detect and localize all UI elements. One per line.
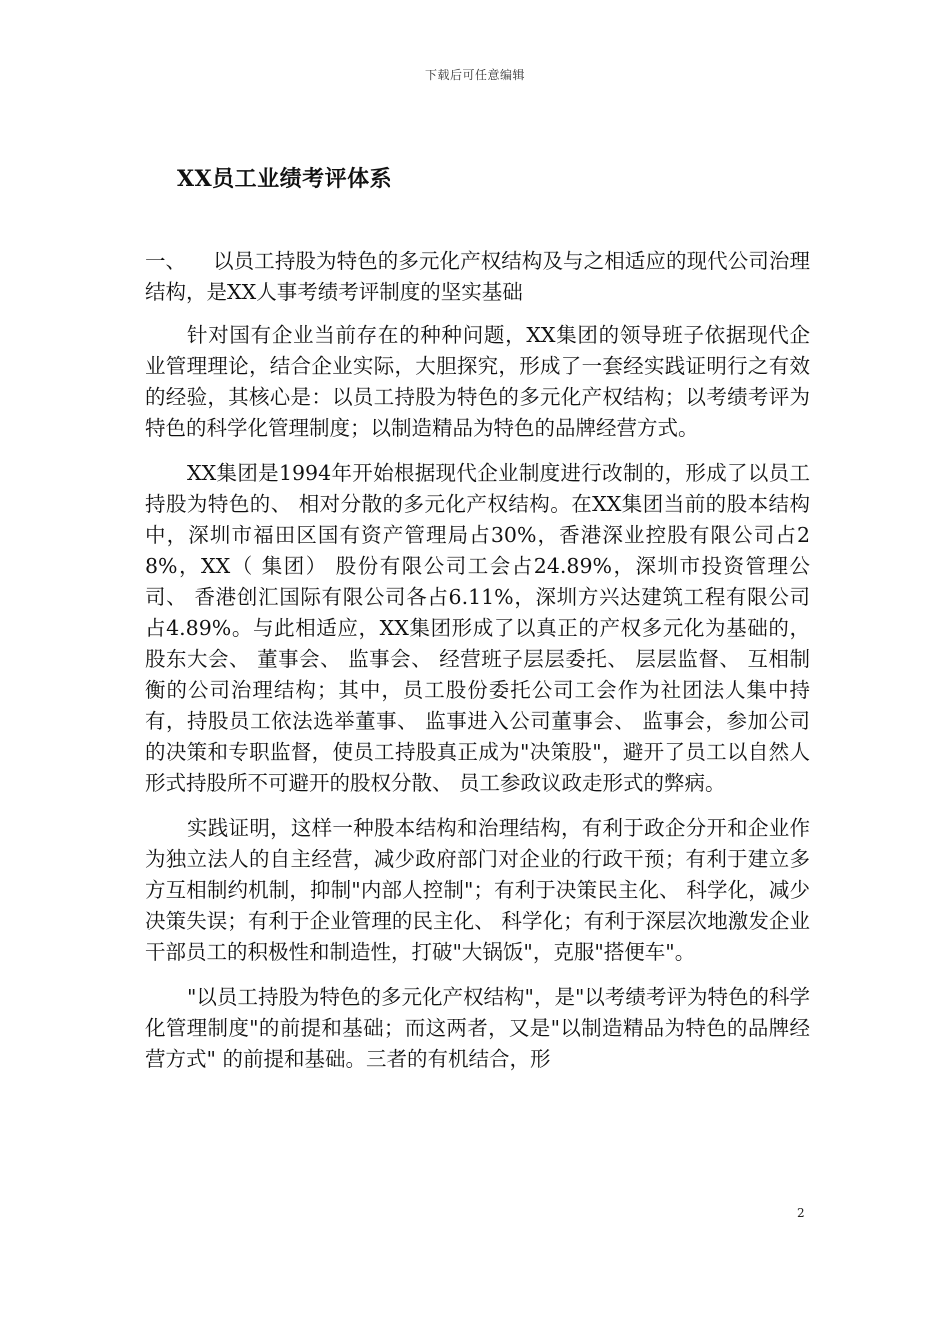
section-heading-text: 以员工持股为特色的多元化产权结构及与之相适应的现代公司治理结构，是XX人事考绩考评制度的坚实基础 xyxy=(145,249,810,304)
section-heading xyxy=(145,246,810,308)
paragraph: "以员工持股为特色的多元化产权结构"，是"以考绩考评为特色的科学化管理制度"的前提和基础；而这两者，又是"以制造精品为特色的品牌经营方式" 的前提和基础。三者的有机结合，形 xyxy=(145,985,810,1071)
paragraph: 针对国有企业当前存在的种种问题，XX集团的领导班子依据现代企业管理理论，结合企业实际，大胆探究，形成了一套经实践证明行之有效的经验，其核心是：以员工持股为特色的多元化产权结构；以考绩考评为特色的科学化管理制度；以制造精品为特色的品牌经营方式。 xyxy=(145,323,810,440)
document-body xyxy=(145,246,810,1075)
paragraph: 实践证明，这样一种股本结构和治理结构，有利于政企分开和企业作为独立法人的自主经营，减少政府部门对企业的行政干预；有利于建立多方互相制约机制，抑制"内部人控制"；有利于决策民主化、 科学化，减少决策失误；有利于企业管理的民主化、 科学化；有利于深层次地激发企业干部员工的积极性和制造性，打破"大锅饭"，克服"搭便车"。 xyxy=(145,816,810,964)
header-note: 下载后可任意编辑 xyxy=(424,68,525,82)
page-number: 2 xyxy=(797,1206,805,1220)
document-title: XX员工业绩考评体系 xyxy=(177,166,393,192)
paragraph: XX集团是1994年开始根据现代企业制度进行改制的，形成了以员工持股为特色的、 相对分散的多元化产权结构。在XX集团当前的股本结构中，深圳市福田区国有资产管理局占30%，香港深业控股有限公司占28%，XX（ 集团） 股份有限公司工会占24.89%，深圳市投资管理公司、 香港创汇国际有限公司各占6.11%，深圳方兴达建筑工程有限公司占4.89%。与此相适应，XX集团形成了以真正的产权多元化为基础的，股东大会、 董事会、 监事会、 经营班子层层委托、 层层监督、 互相制衡的公司治理结构；其中，员工股份委托公司工会作为社团法人集中持有，持股员工依法选举董事、 监事进入公司董事会、 监事会，参加公司的决策和专职监督，使员工持股真正成为"决策股"，避开了员工以自然人形式持股所不可避开的股权分散、 员工参政议政走形式的弊病。 xyxy=(145,461,810,795)
section-number: 一、 xyxy=(145,249,186,273)
